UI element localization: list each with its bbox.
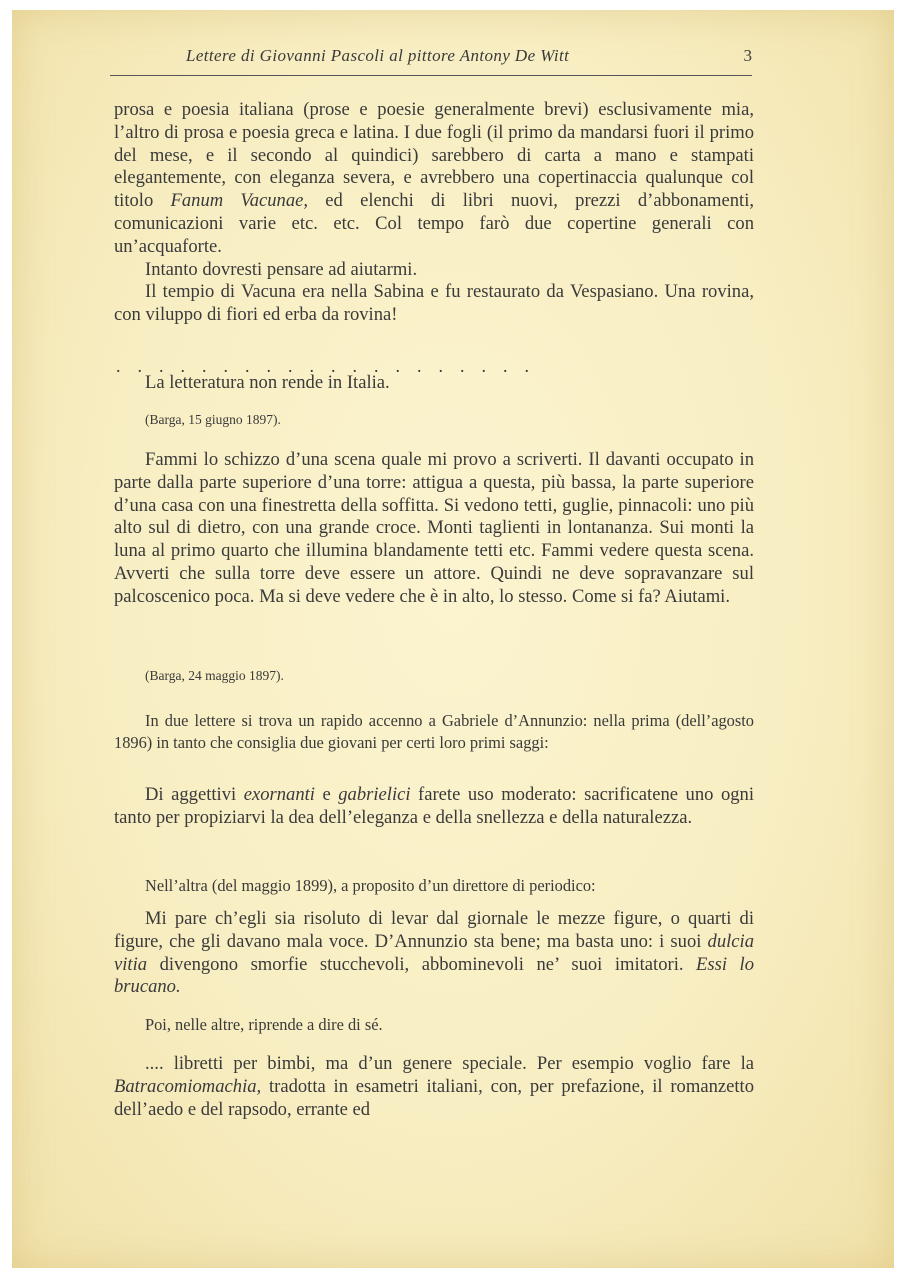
- italic-word: gabrielici: [338, 784, 411, 805]
- paragraph-text: prosa e poesia italiana (prose e poesie generalmente brevi) esclusivamente mia, l’altro di prosa e poesia greca e latina. I due fogli (il primo da mandarsi fuori il primo del mese, e il secondo al quindici) sarebbero di carta a mano e stampati elegantemente, con eleganza severa, e avrebbero una copertinaccia qualunque col titolo: [114, 99, 754, 212]
- quote-text: divengono smorfie stucchevoli, abbominevoli ne’ suoi imitatori.: [147, 953, 697, 975]
- quote-text: farete uso moderato: sacrificatene uno ogni tanto per propiziarvi la dea dell’eleganza e della snellezza e della naturalezza.: [114, 784, 754, 828]
- italic-word: dulcia vitia: [114, 930, 754, 975]
- quote-text: tradotta in esametri italiani, con, per prefazione, il romanzetto dell’aedo e del rapsodo, errante ed: [114, 1075, 754, 1120]
- paragraph-letteratura: [114, 372, 754, 395]
- paragraph-altra: [114, 875, 754, 897]
- paragraph-scena: [114, 449, 754, 609]
- ellipsis-dots: ....................: [116, 356, 546, 376]
- paragraph-vacuna: Il tempio di Vacuna era nella Sabina e fu restaurato da Vespasiano. Una rovina, con viluppo di fiori ed erba da rovina!: [114, 281, 754, 326]
- quote-text: e: [314, 784, 339, 805]
- date-line-1: (Barga, 15 giugno 1897).: [145, 412, 281, 427]
- paragraph-dannunzio: [114, 710, 754, 753]
- paragraph-text: Fammi lo schizzo d’una scena quale mi provo a scriverti. Il davanti occupato in parte dalla parte superiore d’una torre: attigua a questa, più bassa, la parte superiore d’una casa con una finestretta della soffitta. Si vedono tetti, guglie, pinnacoli: uno più alto sul di dietro, con una grande croce. Monti taglienti in lontananza. Sui monti la luna al primo quarto che illumina blandamente tetti etc. Fammi vedere questa scena. Avverti che sulla torre deve essere un attore. Quindi ne deve sopravanzare sul palcoscenico poca. Ma si deve vedere che è in alto, lo stesso. Come si fa? Aiutami.: [114, 449, 754, 607]
- quote-figure: [114, 908, 754, 999]
- quote-text: Mi pare ch’egli sia risoluto di levar dal giornale le mezze figure, o quarti di figure, che gli davano mala voce. D’Annunzio sta bene; ma basta uno: i suoi: [114, 908, 754, 952]
- paragraph-text: La letteratura non rende in Italia.: [145, 372, 390, 393]
- paragraph-text: Nell’altra (del maggio 1899), a proposito d’un direttore di periodico:: [145, 876, 596, 895]
- running-title: Lettere di Giovanni Pascoli al pittore Antony De Witt: [186, 46, 570, 65]
- quote-text: .... libretti per bimbi, ma d’un genere speciale. Per esempio voglio fare la: [145, 1053, 754, 1074]
- paragraph-fanum-vacunae: [114, 99, 754, 327]
- header-rule: [110, 75, 752, 76]
- paragraph-text: Poi, nelle altre, riprende a dire di sé.: [145, 1015, 383, 1034]
- quote-libretti: [114, 1053, 754, 1121]
- journal-title: Fanum Vacunae,: [170, 190, 309, 212]
- paragraph-text: ed elenchi di libri nuovi, prezzi d’abbonamenti, comunicazioni varie etc. etc. Col tempo farò due copertine generali con un’acquaforte.: [114, 190, 755, 257]
- running-header: [110, 46, 754, 70]
- page-number: 3: [743, 46, 752, 65]
- date-line-2: (Barga, 24 maggio 1897).: [145, 668, 284, 683]
- quote-aggettivi: [114, 784, 754, 830]
- paragraph-text: In due lettere si trova un rapido accenno a Gabriele d’Annunzio: nella prima (dell’agosto 1896) in tanto che consiglia due giovani per certi loro primi saggi:: [114, 711, 754, 752]
- paragraph-aiutarmi: Intanto dovresti pensare ad aiutarmi.: [145, 258, 418, 280]
- paragraph-poi: [114, 1014, 754, 1036]
- italic-word: Essi lo brucano.: [114, 953, 754, 998]
- italic-word: exornanti: [243, 784, 315, 805]
- italic-word: Batracomiomachia,: [114, 1075, 262, 1097]
- quote-text: Di aggettivi: [145, 784, 244, 805]
